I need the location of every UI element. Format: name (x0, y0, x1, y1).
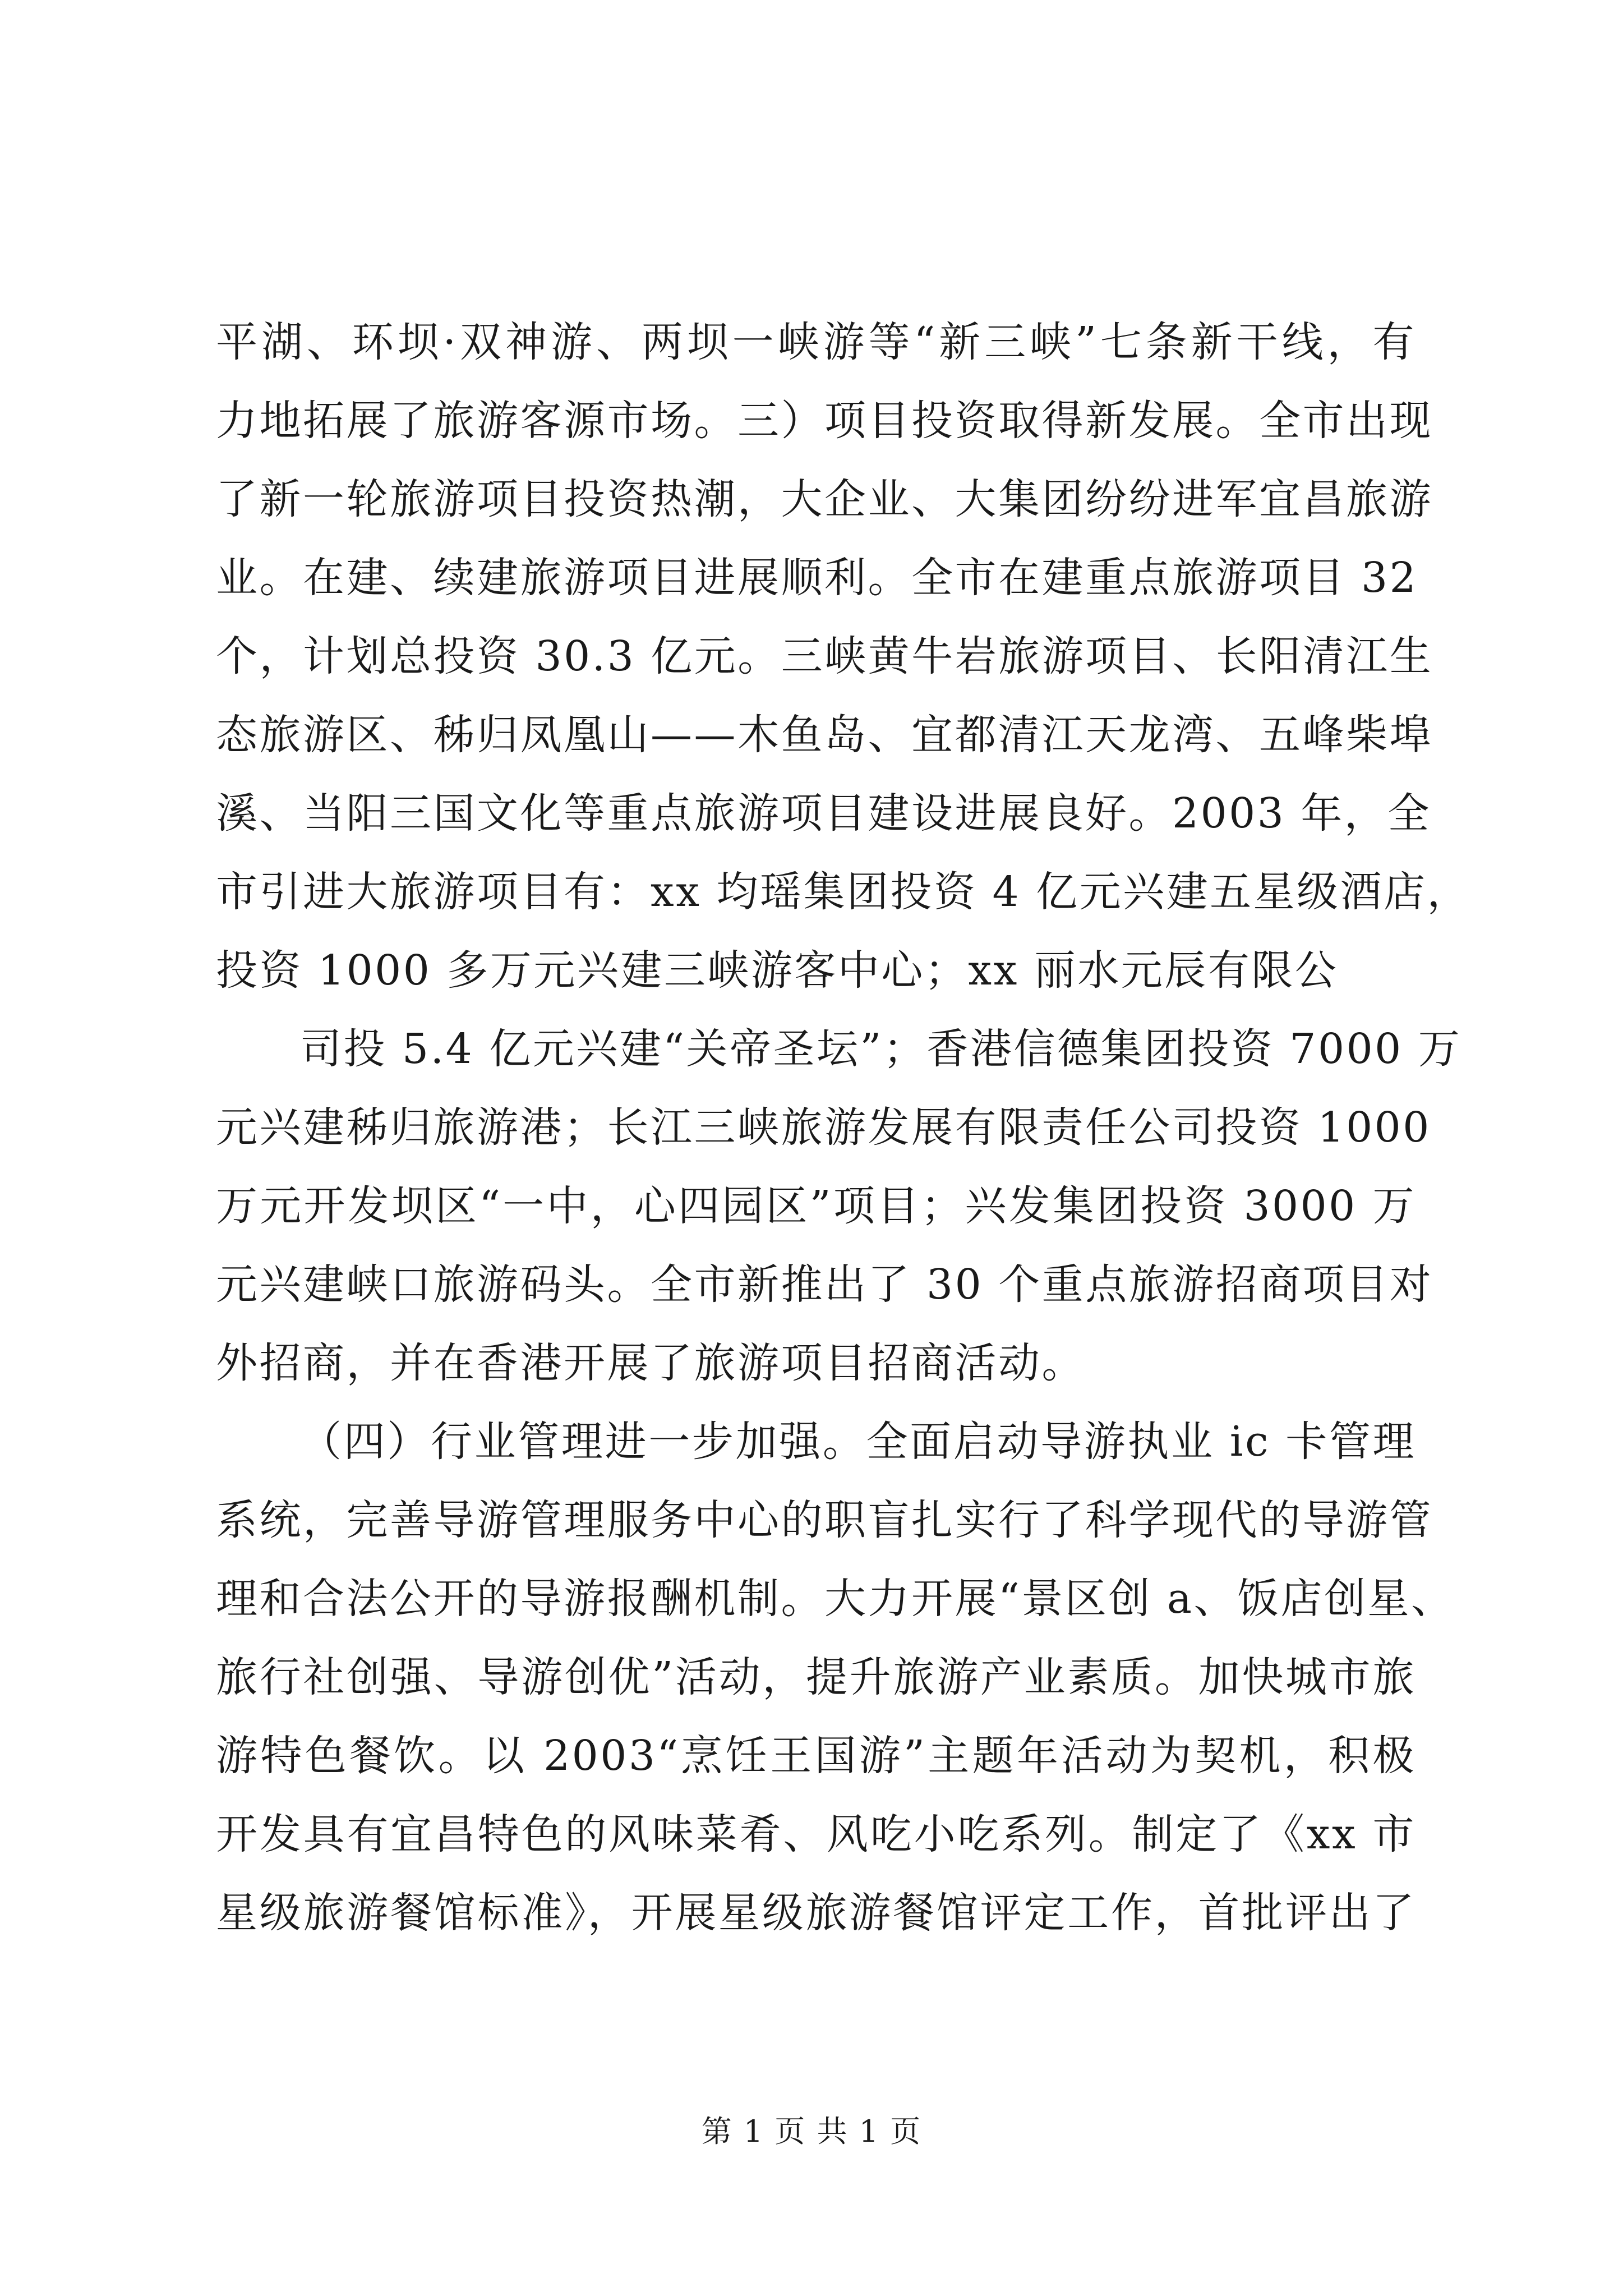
paragraph-1-line-8: 市引进大旅游项目有：xx 均瑶集团投资 4 亿元兴建五星级酒店， (216, 868, 1471, 916)
paragraph-1-line-2: 力地拓展了旅游客源市场。三）项目投资取得新发展。全市出现 (216, 397, 1433, 445)
paragraph-1-line-1: 平湖、环坝·双神游、两坝一峡游等“新三峡”七条新干线，有 (216, 318, 1416, 366)
paragraph-3-line-4: 旅行社创强、导游创优”活动，提升旅游产业素质。加快城市旅 (216, 1653, 1416, 1701)
paragraph-1-line-3: 了新一轮旅游项目投资热潮，大企业、大集团纷纷进军宜昌旅游 (216, 475, 1433, 523)
paragraph-3-line-5: 游特色餐饮。以 2003“烹饪王国游”主题年活动为契机，积极 (216, 1732, 1416, 1780)
paragraph-3-line-7: 星级旅游餐馆标准》，开展星级旅游餐馆评定工作，首批评出了 (216, 1889, 1416, 1937)
page-number-footer: 第 1 页 共 1 页 (701, 2114, 922, 2149)
paragraph-1-line-5: 个，计划总投资 30.3 亿元。三峡黄牛岩旅游项目、长阳清江生 (216, 632, 1433, 680)
paragraph-3-line-6: 开发具有宜昌特色的风味菜肴、风吃小吃系列。制定了《xx 市 (216, 1810, 1416, 1858)
paragraph-1-line-7: 溪、当阳三国文化等重点旅游项目建设进展良好。2003 年，全 (216, 789, 1431, 838)
paragraph-3-line-2: 系统，完善导游管理服务中心的职盲扎实行了科学现代的导游管 (216, 1496, 1433, 1544)
paragraph-2-line-3: 万元开发坝区“一中，心四园区”项目；兴发集团投资 3000 万 (216, 1182, 1416, 1230)
paragraph-2-line-4: 元兴建峡口旅游码头。全市新推出了 30 个重点旅游招商项目对 (216, 1260, 1433, 1309)
paragraph-2-line-1: 司投 5.4 亿元兴建“关帝圣坛”；香港信德集团投资 7000 万 (300, 1025, 1462, 1073)
paragraph-1-line-9: 投资 1000 多万元兴建三峡游客中心；xx 丽水元辰有限公 (216, 946, 1339, 995)
document-body (216, 303, 1471, 1952)
paragraph-1-line-6: 态旅游区、秭归凤凰山——木鱼岛、宜都清江天龙湾、五峰柴埠 (216, 711, 1433, 759)
paragraph-1-line-4: 业。在建、续建旅游项目进展顺利。全市在建重点旅游项目 32 (216, 554, 1418, 602)
paragraph-3-line-1: （四）行业管理进一步加强。全面启动导游执业 ic 卡管理 (300, 1418, 1416, 1466)
paragraph-3-line-3: 理和合法公开的导游报酬机制。大力开展“景区创 a、饭店创星、 (216, 1575, 1455, 1623)
paragraph-2-line-2: 元兴建秭归旅游港；长江三峡旅游发展有限责任公司投资 1000 (216, 1103, 1431, 1152)
paragraph-2-line-5: 外招商，并在香港开展了旅游项目招商活动。 (216, 1339, 1085, 1387)
